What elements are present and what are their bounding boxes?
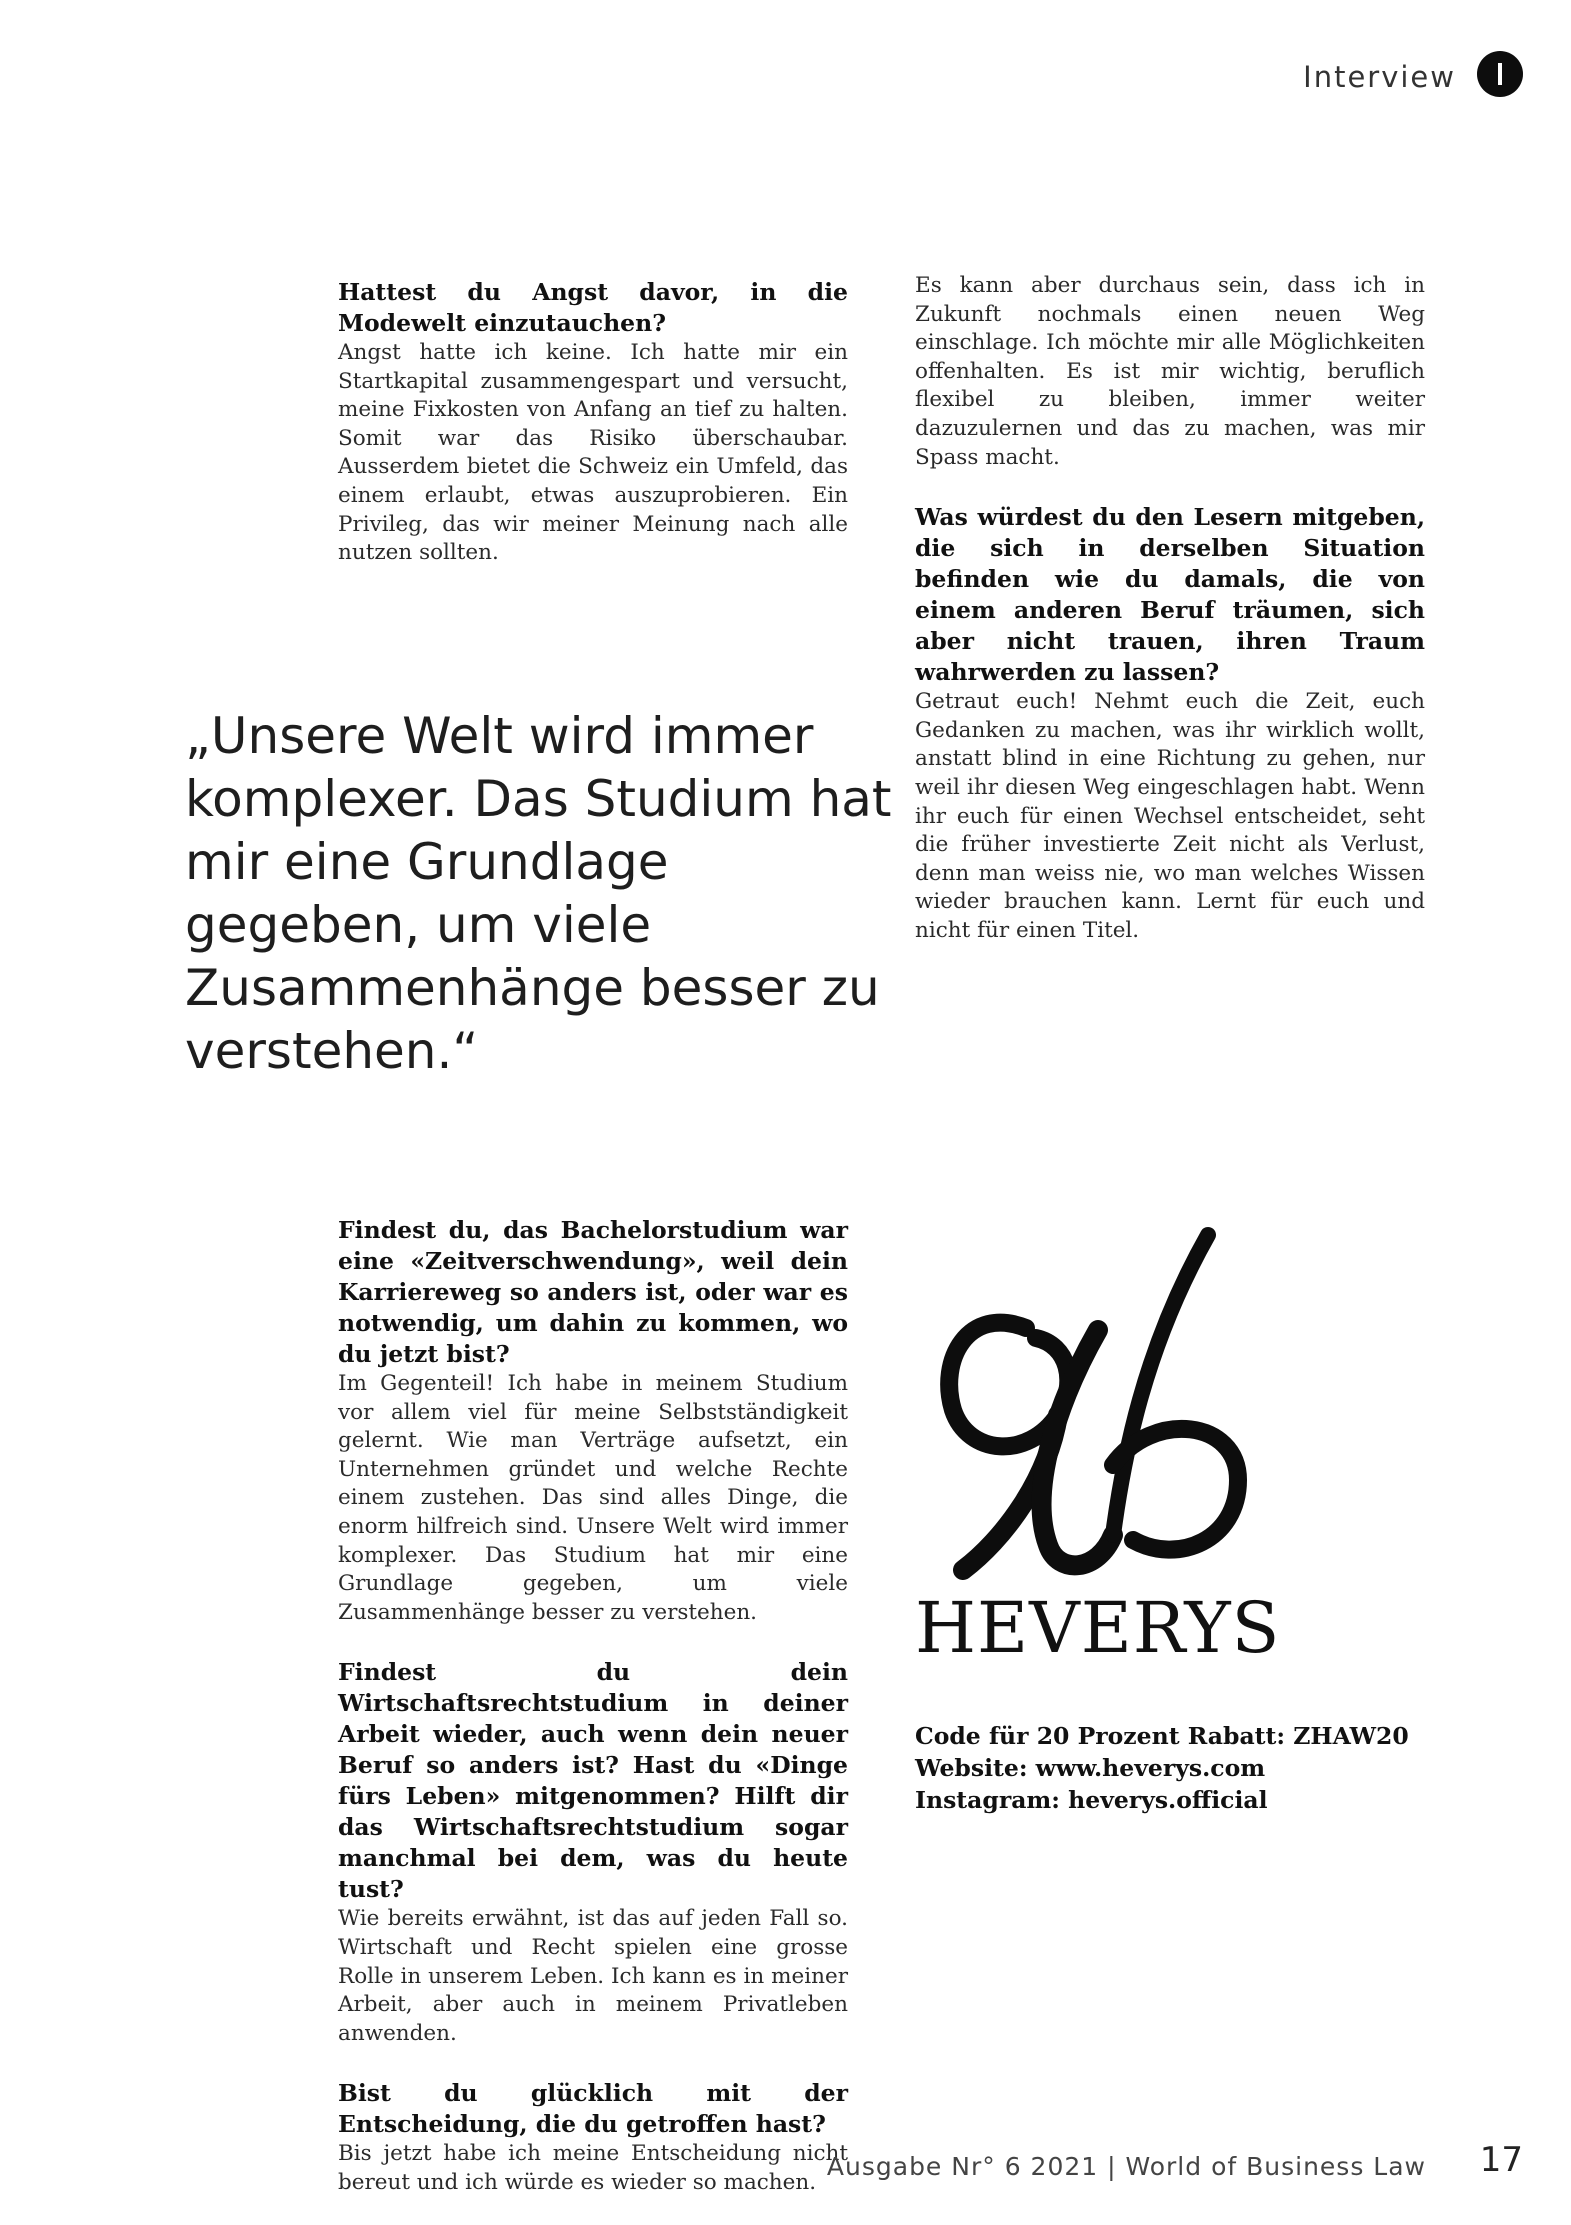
answer: Es kann aber durchaus sein, dass ich in Zukunft nochmals einen neuen Weg einschlage. Ich möchte mir alle Möglichkeiten offenhalten. Es ist mir wichtig, beruflich flexibel zu bleiben, immer weiter dazuzulernen und das zu machen, was mir Spass macht. — [915, 273, 1425, 470]
intro-paragraph — [915, 272, 1425, 472]
website-link[interactable]: Website: www.heverys.com — [915, 1754, 1266, 1782]
promo-code: Code für 20 Prozent Rabatt: ZHAW20 — [915, 1722, 1409, 1750]
answer: Im Gegenteil! Ich habe in meinem Studium vor allem viel für meine Selbstständigkeit gelernt. Wie man Verträge aufsetzt, ein Unternehmen gründet und welche Rechte einem zustehen. Das sind alles Dinge, die enorm hilfreich sind. Unsere Welt wird immer komplexer. Das Studium hat mir eine Grundlage gegeben, um viele Zusammenhänge besser zu verstehen. — [338, 1371, 848, 1625]
qa-block — [338, 1657, 848, 2048]
section-label: Interview — [1303, 60, 1456, 94]
answer: Angst hatte ich keine. Ich hatte mir ein Startkapital zusammengespart und versucht, meine Fixkosten von Anfang an tief zu halten. Somit war das Risiko überschaubar. Ausserdem bietet die Schweiz ein Umfeld, das einem erlaubt, etwas auszuprobieren. Ein Privileg, das wir meiner Meinung nach alle nutzen sollten. — [338, 340, 848, 566]
issue-footer: Ausgabe Nr° 6 2021 | World of Business Law — [826, 2152, 1426, 2181]
promo-info — [915, 1720, 1435, 1816]
question: Hattest du Angst davor, in die Modewelt einzutauchen? — [338, 278, 848, 337]
question: Bist du glücklich mit der Entscheidung, die du getroffen hast? — [338, 2079, 848, 2139]
question: Was würdest du den Lesern mitgeben, die sich in derselben Situation befinden wie du damals, die von einem anderen Beruf träumen, sich aber nicht trauen, ihren Traum wahrwerden zu lassen? — [915, 503, 1425, 687]
left-column-bottom — [338, 1215, 848, 2198]
question: Findest du, das Bachelorstudium war eine «Zeitverschwendung», weil dein Karriereweg so anders ist, oder war es notwendig, um dahin zu kommen, wo du jetzt bist? — [338, 1216, 848, 1368]
answer: Getraut euch! Nehmt euch die Zeit, euch Gedanken zu machen, was ihr wirklich wollt, anstatt blind in eine Richtung zu gehen, nur weil ihr diesen Weg eingeschlagen habt. Wenn ihr euch für einen Wechsel entscheidet, seht die früher investierte Zeit nicht als Verlust, denn man weiss nie, wo man welches Wissen wieder brauchen kann. Lernt für euch und nicht für einen Titel. — [915, 689, 1425, 943]
pull-quote: „Unsere Welt wird immer komplexer. Das Studium hat mir eine Grundlage gegeben, um viele Zusammenhänge besser zu verstehen.“ — [185, 707, 892, 1080]
section-badge-icon — [1477, 51, 1523, 97]
question: Findest du dein Wirtschaftsrechtstudium in deiner Arbeit wieder, auch wenn dein neuer Beruf so anders ist? Hast du «Dinge fürs Leben» mitgenommen? Hilft dir das Wirtschaftsrechtstudium sogar manchmal bei dem, was du heute tust? — [338, 1658, 848, 1904]
right-column-top — [915, 272, 1425, 946]
qa-block — [338, 1215, 848, 1627]
instagram-handle[interactable]: Instagram: heverys.official — [915, 1786, 1268, 1814]
brand-name: HEVERYS — [915, 1587, 1281, 1669]
qa-block — [338, 2078, 848, 2197]
qa-block — [338, 277, 848, 568]
answer: Bis jetzt habe ich meine Entscheidung nicht bereut und ich würde es wieder so machen. — [338, 2141, 848, 2195]
answer: Wie bereits erwähnt, ist das auf jeden Fall so. Wirtschaft und Recht spielen eine grosse Rolle in unserem Leben. Ich kann es in meiner Arbeit, aber auch in meinem Privatleben anwenden. — [338, 1906, 848, 2046]
page-number: 17 — [1479, 2140, 1523, 2180]
left-column-top — [338, 277, 848, 568]
qa-block — [915, 502, 1425, 945]
